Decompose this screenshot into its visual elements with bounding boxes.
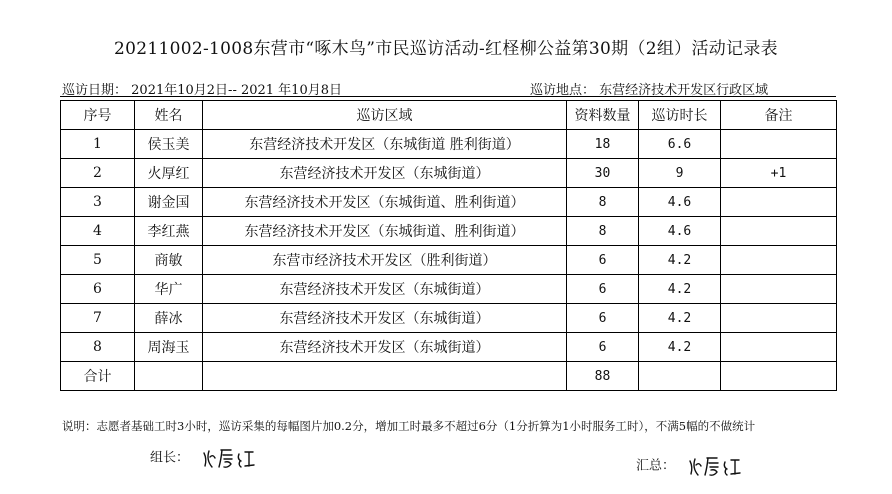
leader-label: 组长：	[150, 450, 190, 466]
cell-name: 火厚红	[135, 159, 203, 188]
explanation-note: 说明：志愿者基础工时3小时，巡访采集的每幅图片加0.2分，增加工时最多不超过6分（1分折算为1小时服务工时），不满5幅的不做统计	[62, 419, 756, 433]
cell-hours: 4.2	[639, 333, 721, 362]
cell-note	[721, 275, 837, 304]
cell-note	[721, 246, 837, 275]
cell-count: 6	[567, 304, 639, 333]
header-count: 资料数量	[567, 101, 639, 130]
visit-date-label: 巡访日期：	[62, 83, 128, 98]
cell-note: +1	[721, 159, 837, 188]
total-label: 合计	[61, 362, 135, 391]
cell-name: 侯玉美	[135, 130, 203, 159]
cell-no: 7	[61, 304, 135, 333]
leader-signature-line	[150, 446, 257, 470]
cell-hours: 4.6	[639, 217, 721, 246]
table-row	[61, 217, 837, 246]
cell-hours: 4.2	[639, 275, 721, 304]
cell-name: 李红燕	[135, 217, 203, 246]
header-note: 备注	[721, 101, 837, 130]
cell-note	[721, 333, 837, 362]
cell-name: 谢金国	[135, 188, 203, 217]
cell-area: 东营经济技术开发区（东城街道）	[203, 333, 567, 362]
cell-count: 6	[567, 275, 639, 304]
table-row	[61, 275, 837, 304]
table-row	[61, 130, 837, 159]
cell-no: 8	[61, 333, 135, 362]
visit-date-value: 2021年10月2日-- 2021 年10月8日	[131, 83, 343, 98]
document-title: 20211002-1008东营市“啄木鸟”市民巡访活动-红柽柳公益第30期（2组）活动记录表	[114, 39, 778, 59]
summary-signature-line	[636, 454, 743, 478]
record-table	[60, 100, 837, 391]
header-name: 姓名	[135, 101, 203, 130]
cell-no: 3	[61, 188, 135, 217]
meta-underline	[60, 96, 836, 97]
cell-no: 1	[61, 130, 135, 159]
total-empty-cell	[721, 362, 837, 391]
cell-name: 周海玉	[135, 333, 203, 362]
cell-hours: 4.2	[639, 246, 721, 275]
cell-area: 东营经济技术开发区（东城街道）	[203, 304, 567, 333]
table-row	[61, 246, 837, 275]
total-empty-cell	[639, 362, 721, 391]
cell-area: 东营经济技术开发区（东城街道、胜利街道）	[203, 188, 567, 217]
summary-label: 汇总：	[636, 458, 676, 474]
cell-count: 8	[567, 188, 639, 217]
cell-no: 2	[61, 159, 135, 188]
table-row	[61, 304, 837, 333]
cell-count: 18	[567, 130, 639, 159]
cell-area: 东营经济技术开发区（东城街道、胜利街道）	[203, 217, 567, 246]
table-header-row	[61, 101, 837, 130]
total-empty-cell	[203, 362, 567, 391]
cell-area: 东营市经济技术开发区（胜利街道）	[203, 246, 567, 275]
cell-hours: 6.6	[639, 130, 721, 159]
table-row	[61, 333, 837, 362]
cell-note	[721, 217, 837, 246]
cell-name: 华广	[135, 275, 203, 304]
cell-hours: 4.6	[639, 188, 721, 217]
cell-note	[721, 130, 837, 159]
cell-count: 30	[567, 159, 639, 188]
header-no: 序号	[61, 101, 135, 130]
header-area: 巡访区域	[203, 101, 567, 130]
visit-place-label: 巡访地点：	[530, 83, 596, 98]
handwritten-signature	[201, 446, 257, 470]
cell-hours: 9	[639, 159, 721, 188]
total-row	[61, 362, 837, 391]
visit-place-value: 东营经济技术开发区行政区域	[599, 83, 769, 98]
header-hours: 巡访时长	[639, 101, 721, 130]
cell-count: 6	[567, 333, 639, 362]
cell-no: 6	[61, 275, 135, 304]
cell-area: 东营经济技术开发区（东城街道 胜利街道）	[203, 130, 567, 159]
table-row	[61, 159, 837, 188]
table-row	[61, 188, 837, 217]
cell-count: 6	[567, 246, 639, 275]
cell-count: 8	[567, 217, 639, 246]
cell-name: 商敏	[135, 246, 203, 275]
cell-note	[721, 188, 837, 217]
cell-no: 5	[61, 246, 135, 275]
cell-note	[721, 304, 837, 333]
cell-area: 东营经济技术开发区（东城街道）	[203, 275, 567, 304]
cell-area: 东营经济技术开发区（东城街道）	[203, 159, 567, 188]
handwritten-signature	[687, 454, 743, 478]
cell-name: 薛冰	[135, 304, 203, 333]
total-empty-cell	[135, 362, 203, 391]
cell-hours: 4.2	[639, 304, 721, 333]
total-count: 88	[567, 362, 639, 391]
cell-no: 4	[61, 217, 135, 246]
